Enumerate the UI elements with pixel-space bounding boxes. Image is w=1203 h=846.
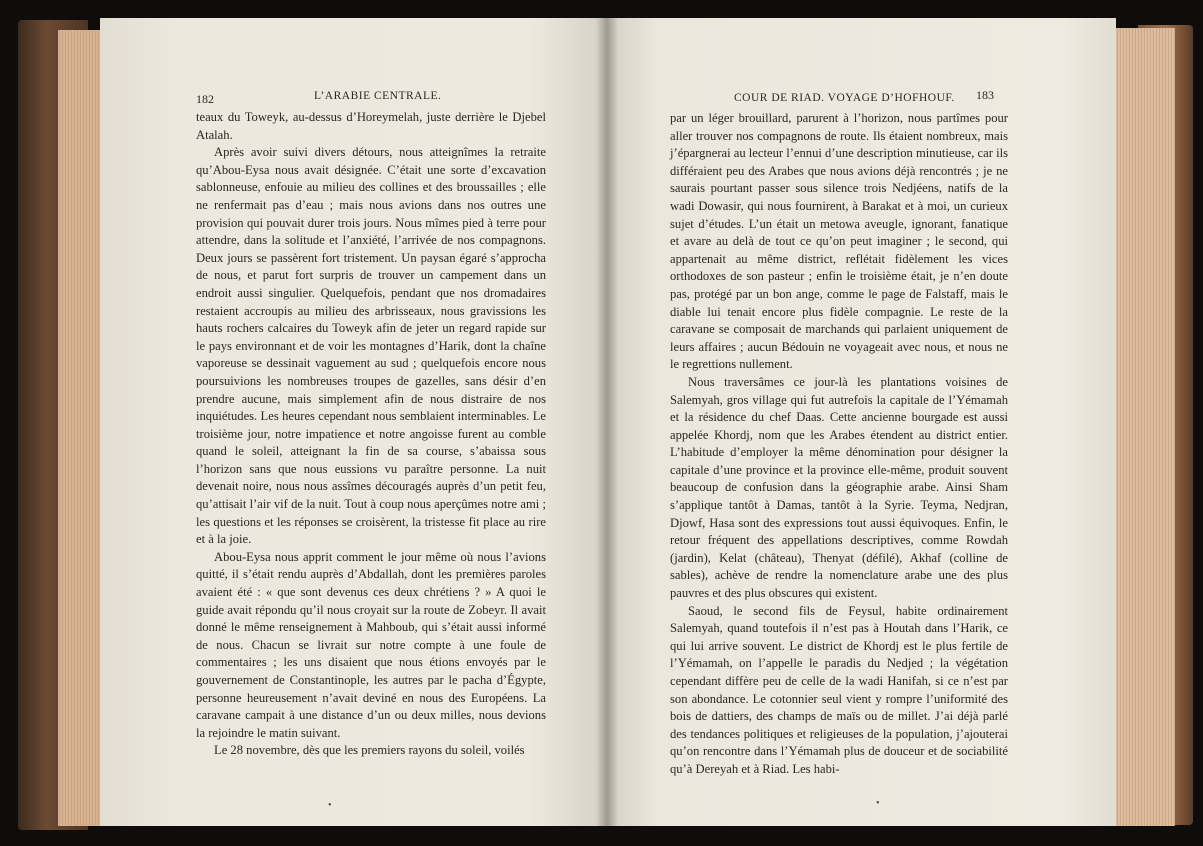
right-page-edges: [1113, 28, 1175, 826]
paragraph: teaux du Toweyk, au-dessus d’Horeymelah, juste derrière le Djebel Atalah.: [196, 110, 546, 142]
paragraph: par un léger brouillard, parurent à l’horizon, nous partîmes pour aller trouver nos compagnons de route. Ils étaient nombreux, mais j’épargnerai au lecteur l’ennui d’une description minutieuse, car ils différaient peu des Arabes que nous avions déjà rencontrés ; je ne saurais pourtant passer sous silence trois Nedjéens, natifs de la wadi Dowasir, qui nous fournirent, à Barakat et à moi, un curieux sujet d’études. L’un était un metowa aveugle, ignorant, fanatique et avare au delà de tout ce qu’on peut imaginer ; le second, qui appartenait au même district, reflétait fidèlement les vices orthodoxes de son pasteur ; enfin le troisième était, je n’en doute pas, protégé par un bon ange, comme le page de Falstaff, mais le diable lui tenait encore plus fidèle compagnie. Le reste de la caravane se composait de marchands qui parlaient uniquement de leurs affaires ; aucun Bédouin ne voyageait avec nous, et nous ne le regrettions nullement.: [670, 111, 1008, 372]
right-running-head: COUR DE RIAD. VOYAGE D’HOFHOUF.: [734, 92, 955, 104]
left-page-number: 182: [196, 92, 214, 106]
paragraph: Après avoir suivi divers détours, nous atteignîmes la retraite qu’Abou-Eysa nous avait désignée. C’était une sorte d’excavation sablonneuse, enfouie au milieu des collines et des broussailles ; elle ne renfermait pas d’eau ; mais nous avions dans nos outres une provision qui pouvait durer trois jours. Nous mîmes pied à terre pour attendre, dans la solitude et l’anxiété, l’arrivée de nos compagnons. Deux jours se passèrent fort tristement. Un paysan égaré s’approcha de nous, et parut fort surpris de trouver un campement dans un endroit aussi singulier. Quelquefois, pendant que nos dromadaires restaient accroupis au milieu des arbrisseaux, nous gravissions les hauts rochers calcaires du Toweyk afin de jeter un regard rapide sur le pays environnant et de voir les montagnes d’Harik, dont la chaîne vaporeuse se dessinait vaguement au sud ; quelquefois encore nous poursuivions les nombreuses troupes de gazelles, sans désir d’en prendre aucune, mais simplement afin de nous distraire de nos inquiétudes. Les heures cependant nous semblaient interminables. Le troisième jour, notre impatience et notre angoisse furent au comble quand le soleil, atteignant la fin de sa course, s’abaissa sous l’horizon sans que nous eussions vu paraître personne. La nuit devenait noire, nous nous assîmes découragés auprès d’un petit feu, qu’attisait l’air vif de la nuit. Tout à coup nous aperçûmes notre ami ; les questions et les réponses se croisèrent, la tristesse fit place au rire et à la joie.: [196, 145, 546, 547]
signature-mark: •: [876, 798, 880, 809]
paragraph: Saoud, le second fils de Feysul, habite ordinairement Salemyah, quand toutefois il n’est pas à Houtah dans l’Harik, ce qui lui arrive souvent. Le district de Khordj est le plus fertile de l’Yémamah, on l’appelle le paradis du Nedjed ; la végétation cependant diffère peu de celle de la wadi Hanifah, si ce n’est par son abondance. Le cotonnier seul vient y rompre l’uniformité des bois de dattiers, des champs de maïs ou de millet. J’ai déjà parlé des tendances politiques et religieuses de la population, j’ajouterai qu’on rencontre dans l’Yémamah plus de douceur et de sociabilité qu’à Dereyah et à Riad. Les habi-: [670, 603, 1008, 776]
paragraph: Le 28 novembre, dès que les premiers rayons du soleil, voilés: [214, 743, 525, 758]
signature-mark: •: [328, 800, 332, 811]
right-page-text: [670, 110, 1008, 779]
left-page: [100, 18, 606, 826]
paragraph: Nous traversâmes ce jour-là les plantations voisines de Salemyah, gros village qui fut autrefois la capitale de l’Yémamah et la résidence du chef Daas. Cette ancienne bourgade est aussi appelée Khordj, nom que les Arabes étendent au district entier. L’habitude d’employer la même dénomination pour désigner la capitale d’une province et la province elle-même, produit souvent beaucoup de confusion dans la géographie arabe. Ainsi Sham s’applique tantôt à Damas, tantôt à la Syrie. Teyma, Nedjran, Djowf, Hasa sont des expressions tout aussi équivoques. Enfin, le retour fréquent des appellations descriptives, comme Rowdah (jardin), Kelat (château), Thenyat (défilé), Akhaf (colline de sables), achève de rendre la nomenclature arabe une des plus pauvres et des plus obscures qui existent.: [670, 374, 1008, 601]
book-gutter: [596, 18, 618, 826]
right-page: [606, 18, 1116, 826]
left-page-text: [196, 109, 546, 760]
paragraph: Abou-Eysa nous apprit comment le jour même où nous l’avions quitté, il s’était rendu auprès d’Abdallah, dont les premières paroles avaient été : « que sont devenus ces deux chrétiens ? » A quoi le guide avait répondu qu’il nous croyait sur la route de Zobeyr. Il avait donné le même renseignement à Mahboub, qui s’était aussi informé de nous. Chacun se livrait sur notre compte à une foule de commentaires ; les uns disaient que nous étions envoyés par le gouvernement de Constantinople, les autres par le pacha d’Égypte, personne heureusement n’avait deviné en nous des Européens. La caravane campait à une distance d’un ou deux milles, nous devions la rejoindre le matin suivant.: [196, 549, 546, 740]
left-running-head: L’ARABIE CENTRALE.: [314, 90, 442, 102]
right-page-number: 183: [976, 88, 994, 102]
